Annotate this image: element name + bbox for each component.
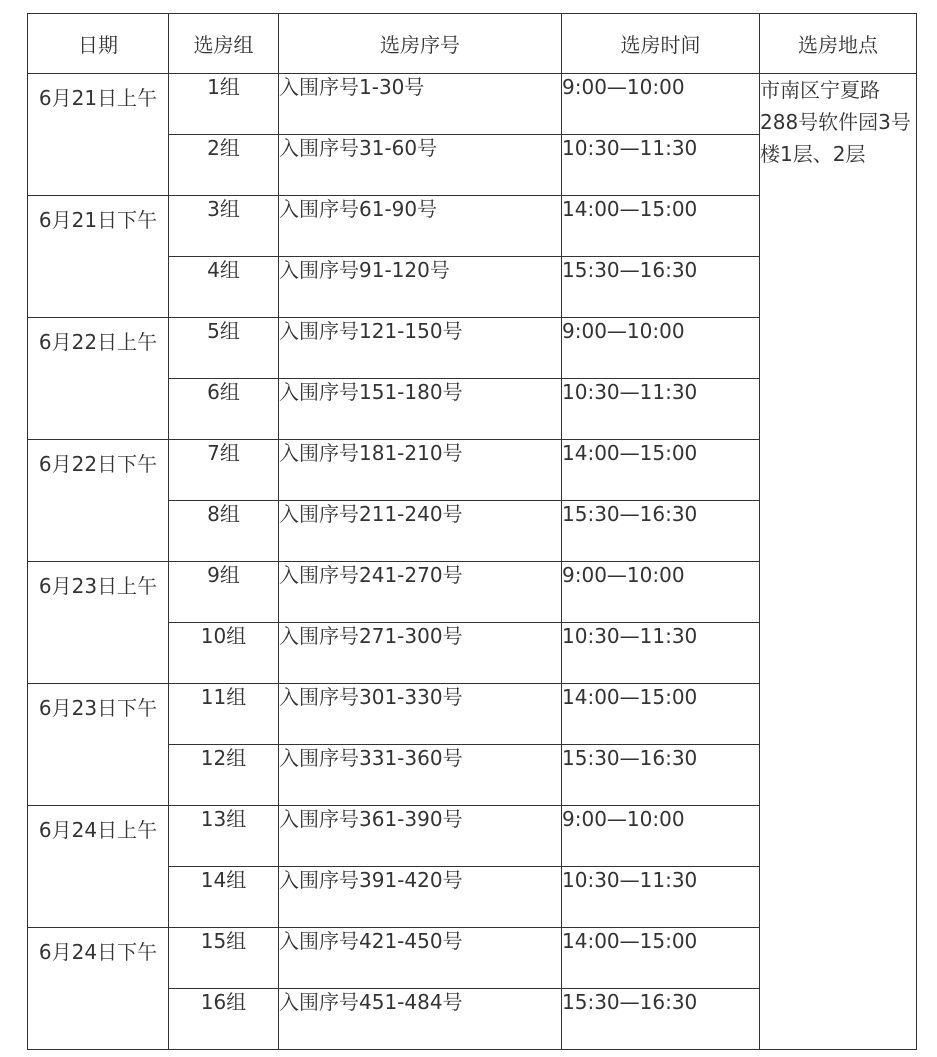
- date-cell: 6月24日上午: [28, 806, 169, 928]
- group-cell: 4组: [169, 257, 279, 318]
- sequence-cell: 入围序号91-120号: [279, 257, 562, 318]
- group-cell: 7组: [169, 440, 279, 501]
- date-cell: 6月24日下午: [28, 928, 169, 1050]
- header-sequence: 选房序号: [279, 14, 562, 74]
- time-cell: 10:30—11:30: [562, 867, 760, 928]
- header-location: 选房地点: [760, 14, 917, 74]
- group-cell: 16组: [169, 989, 279, 1050]
- group-cell: 8组: [169, 501, 279, 562]
- header-row: [28, 14, 917, 74]
- location-cell: 市南区宁夏路288号软件园3号楼1层、2层: [760, 74, 917, 1050]
- sequence-cell: 入围序号361-390号: [279, 806, 562, 867]
- group-cell: 14组: [169, 867, 279, 928]
- time-cell: 14:00—15:00: [562, 928, 760, 989]
- date-cell: 6月21日下午: [28, 196, 169, 318]
- time-cell: 10:30—11:30: [562, 379, 760, 440]
- sequence-cell: 入围序号241-270号: [279, 562, 562, 623]
- sequence-cell: 入围序号391-420号: [279, 867, 562, 928]
- group-cell: 10组: [169, 623, 279, 684]
- time-cell: 9:00—10:00: [562, 318, 760, 379]
- schedule-table: [27, 13, 917, 1050]
- group-cell: 6组: [169, 379, 279, 440]
- table-row: [28, 74, 917, 135]
- group-cell: 3组: [169, 196, 279, 257]
- time-cell: 9:00—10:00: [562, 806, 760, 867]
- time-cell: 14:00—15:00: [562, 196, 760, 257]
- date-cell: 6月21日上午: [28, 74, 169, 196]
- sequence-cell: 入围序号1-30号: [279, 74, 562, 135]
- sequence-cell: 入围序号121-150号: [279, 318, 562, 379]
- group-cell: 13组: [169, 806, 279, 867]
- sequence-cell: 入围序号61-90号: [279, 196, 562, 257]
- time-cell: 9:00—10:00: [562, 562, 760, 623]
- time-cell: 10:30—11:30: [562, 135, 760, 196]
- time-cell: 15:30—16:30: [562, 989, 760, 1050]
- header-date: 日期: [28, 14, 169, 74]
- group-cell: 9组: [169, 562, 279, 623]
- sequence-cell: 入围序号421-450号: [279, 928, 562, 989]
- date-cell: 6月22日下午: [28, 440, 169, 562]
- sequence-cell: 入围序号211-240号: [279, 501, 562, 562]
- group-cell: 11组: [169, 684, 279, 745]
- group-cell: 2组: [169, 135, 279, 196]
- group-cell: 12组: [169, 745, 279, 806]
- sequence-cell: 入围序号31-60号: [279, 135, 562, 196]
- time-cell: 15:30—16:30: [562, 745, 760, 806]
- time-cell: 14:00—15:00: [562, 440, 760, 501]
- header-time: 选房时间: [562, 14, 760, 74]
- schedule-body: [28, 74, 917, 1050]
- date-cell: 6月23日下午: [28, 684, 169, 806]
- sequence-cell: 入围序号151-180号: [279, 379, 562, 440]
- date-cell: 6月23日上午: [28, 562, 169, 684]
- group-cell: 5组: [169, 318, 279, 379]
- time-cell: 15:30—16:30: [562, 257, 760, 318]
- sequence-cell: 入围序号181-210号: [279, 440, 562, 501]
- sequence-cell: 入围序号301-330号: [279, 684, 562, 745]
- time-cell: 15:30—16:30: [562, 501, 760, 562]
- time-cell: 9:00—10:00: [562, 74, 760, 135]
- group-cell: 1组: [169, 74, 279, 135]
- sequence-cell: 入围序号451-484号: [279, 989, 562, 1050]
- header-group: 选房组: [169, 14, 279, 74]
- time-cell: 10:30—11:30: [562, 623, 760, 684]
- date-cell: 6月22日上午: [28, 318, 169, 440]
- group-cell: 15组: [169, 928, 279, 989]
- sequence-cell: 入围序号331-360号: [279, 745, 562, 806]
- sequence-cell: 入围序号271-300号: [279, 623, 562, 684]
- time-cell: 14:00—15:00: [562, 684, 760, 745]
